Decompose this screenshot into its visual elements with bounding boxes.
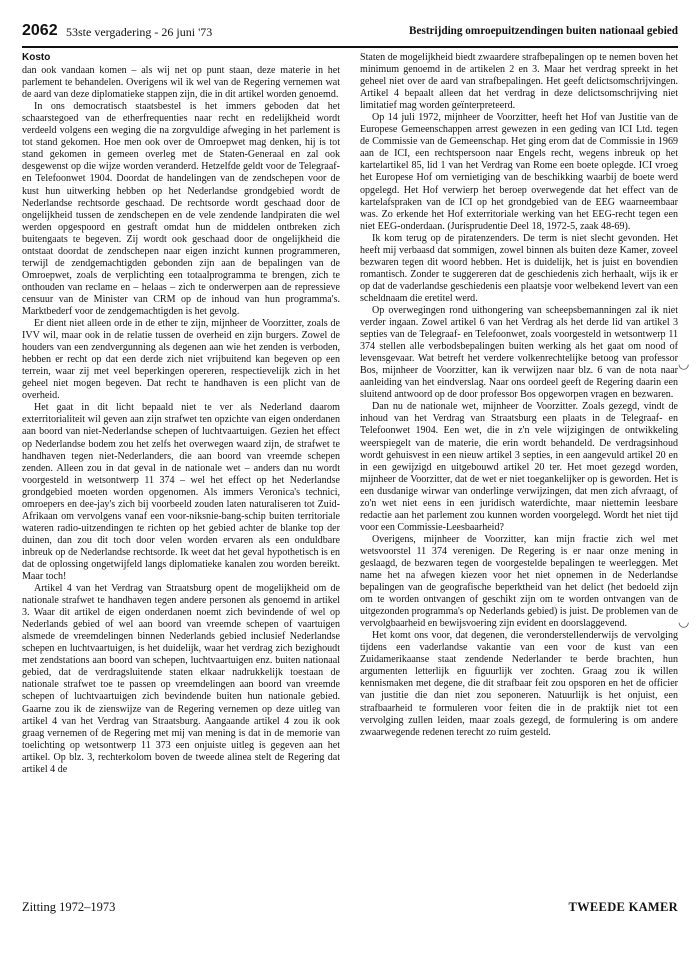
chamber-name: TWEEDE KAMER xyxy=(568,900,678,914)
paragraph: Artikel 4 van het Verdrag van Straatsburg opent de mogelijkheid om de nationale strafwet te handhaven tegen andere personen als genoemd in artikel 3. Waar dit artikel de eigen onderdanen noemt zich bevindende of wel op Nederlands gebied of wel aan boord van vreemde schepen of vaartuigen alsmede de vreemdelingen binnen Nederlands gebied inclusief Nederlandse schepen en luchtvaartuigen, is het duidelijk, waar het verdrag zich bezighoudt met zendstations aan boord van schepen, luchtvaartuigen enz. buiten nationaal gebied, dat de verdragsluitende staten elkaar nadrukkelijk toestaan de nationale strafwet toe te passen op vreemdelingen aan boord van vreemde schepen of luchtvaartuigen zich bevindende buiten hun nationale gebied. Gaarne zou ik de zienswijze van de Regering vernemen op deze uitleg van artikel 4 van het Verdrag van Straatsburg. Aangaande artikel 4 zou ik ook graag vernemen of de Regering met mij van mening is dat in de memorie van toelichting op wetsontwerp 11 373 een onjuiste uitleg is gegeven aan het artikel. Op blz. 3, rechterkolom boven de tweede alinea stelt de Regering dat artikel 4 de xyxy=(22,583,340,775)
body-columns xyxy=(22,52,678,892)
running-title: Bestrijding omroepuitzendingen buiten nationaal gebied xyxy=(409,25,678,37)
paragraph: Er dient niet alleen orde in de ether te zijn, mijnheer de Voorzitter, zoals de IVV wil, maar ook in de relatie tussen de overheid en zijn burgers. Zowel de houders van een zendvergunning als degenen aan wie het zenden is verboden, hebben er recht op dat een derde zich niet vrijbuitend kan begeven op een terrein, waar zij met veel beperkingen opereren, respectievelijk zich in het geheel niet mogen begeven. Dat recht te handhaven is een plicht van de overheid. xyxy=(22,318,340,402)
page-number: 2062 xyxy=(22,22,58,39)
paragraph: In ons democratisch staatsbestel is het immers geboden dat het schaarstegoed van de etherfrequenties naar recht en redelijkheid wordt verdeeld volgens een weging die na zorgvuldige afweging in het parlement is tot stand gekomen. Hoe men ook over de Omroepwet mag denken, hij is tot stand gekomen in gemeen overleg met de Staten-Generaal en zal ook desgewenst op die wijze worden veranderd. Hetzelfde geldt voor de Telegraaf- en Telefoonwet 1904. Doordat de handelingen van de zendschepen voor de kust hun uitwerking hebben op het Nederlandse grondgebied wordt de Nederlandse rechtsorde geschaad. De rechtsorde wordt geschaad door de ongelijkheid tussen de zendschepen en de vele zendende landpiraten die wel werden opgespoord en gestraft omdat hun de middelen ontbreken zich buitengaats te begeven. Zij wordt ook geschaad door de ongelijkheid die ontstaat doordat de zendschepen naar eigen inzicht kunnen programmeren, terwijl de zendgemachtigden gebonden zijn aan de bepalingen van de Omroepwet, zoals de verplichting een totaalprogramma te brengen, zich te onthouden van reclame en – helaas – zich te onderwerpen aan de repressieve censuur van de Minister van CRM op de inhoud van hun programma's. Marktbederf voor de zendgemachtigden is het gevolg. xyxy=(22,101,340,317)
paragraph: Dan nu de nationale wet, mijnheer de Voorzitter. Zoals gezegd, vindt de inhoud van het Verdrag van Straatsburg een plaats in de Telegraaf- en Telefoonwet 1904. Een wet, die in z'n vele wijzigingen de ontwikkeling weerspiegelt van de materie, die erin wordt behandeld. De verdragsinhoud wordt gehuisvest in een nieuw artikel 3 septies, in een aangevuld artikel 20 en in een gewijzigd en uitgebouwd artikel 20 ter. Het moet gezegd worden, mijnheer de Voorzitter, dat de wet er niet toegankelijker op is geworden. Het is een dusdanige wirwar van onderlinge verwijzingen, dat men zich afvraagt, of zo'n wet niet eens in een juridisch waterdichte, maar niettemin leesbare redactie aan het parlement zou kunnen worden voorgelegd. Wordt het niet tijd voor een Commissie-Leesbaarheid? xyxy=(360,401,678,533)
speaker-name: Kosto xyxy=(22,52,51,63)
paragraph: Het gaat in dit licht bepaald niet te ver als Nederland daarom exterritorialiteit wil geven aan zijn strafwet ten opzichte van eigen onderdanen aan boord van niet-Nederlandse schepen of luchtvaartuigen. Gezien het effect op Nederlandse bodem zou het zelfs het overwegen waard zijn, de strafwet te handhaven tegen niet-Nederlanders, die aan boord van vreemde schepen zenden. Alleen zou in dat geval in de nationale wet – anders dan nu wordt voorgesteld in wetsontwerp 11 374 – wel het effect op het Nederlandse grondgebied moeten worden opgenomen. Als immers Veronica's technici, omroepers en dee-jay's zich bij voorbeeld zouden laten naturaliseren tot Zuid-Afrikaan om vervolgens vanaf een voor-niksnie-bang-schip buiten territoriale wateren radio-uitzendingen te richten op het gebied achter de blanke top der duinen, dan zou dit toch door velen worden ervaren als een onduldbare inbreuk op de Nederlandse rechtsorde. Ik weet dat het geval hypothetisch is en dat de oplossing ongetwijfeld langs diplomatieke kanalen zou worden bereikt. Maar toch! xyxy=(22,402,340,583)
right-column xyxy=(360,52,678,739)
margin-tick-mark: ◡ xyxy=(678,356,690,371)
paragraph: Het komt ons voor, dat degenen, die veronderstellenderwijs de vervolging tijdens een vaderlandse vakantie van een voor de kust van een Zuidamerikaanse staat zendende Nederlander te berde brachten, hun argumenten letterlijk en figuurlijk ver zochten. Graag zou ik willen kennismaken met degene, die dit strafbaar feit zou opsporen en het de officier van justitie die dan niet zou seponeren. Natuurlijk is het onjuist, een strafbaarheid te formuleren voor feiten die in de praktijk niet tot een vervolging zullen leiden, maar zoals gezegd, de formulering is om andere zwaarwegende redenen terecht zo ruim gesteld. xyxy=(360,630,678,738)
header-rule xyxy=(22,46,678,48)
page-header xyxy=(22,22,678,44)
session-year: Zitting 1972–1973 xyxy=(22,900,116,914)
paragraph: Op overwegingen rond uithongering van scheepsbemanningen zal ik niet verder ingaan. Zowel artikel 6 van het Verdrag als het derde lid van artikel 3 septies van de Telegraaf- en Telefoonwet, zoals voorgesteld in wetsontwerp 11 374 stellen alle verbodsbepalingen buiten werking als het gaat om nood of levensgevaar. Wat betreft het verdere volkenrechtelijke betoog van professor Bos, mijnheer de Voorzitter, kan ik verwijzen naar blz. 6 van de nota naar aanleiding van het eindverslag. Naar ons oordeel geeft de Regering daarin een sluitend antwoord op de door professor Bos opgeworpen vragen en bezwaren. xyxy=(360,304,678,401)
page-footer xyxy=(22,900,678,920)
paragraph: Ik kom terug op de piratenzenders. De term is niet slecht gevonden. Het heeft mij verbaasd dat sommigen, zowel binnen als buiten deze Kamer, zoveel bezwaren tegen dit woord hebben. Het is duidelijk, het is juist en bovendien romantisch. Zonder te suggereren dat de geschiedenis zich herhaalt, wijs ik er op dat de vaderlandse geschiedenis een plaatsje voor welbekend levert van een scheldnaam die eretitel werd. xyxy=(360,232,678,304)
paragraph: Overigens, mijnheer de Voorzitter, kan mijn fractie zich wel met wetsvoorstel 11 374 verenigen. De Regering is er naar onze mening in geslaagd, de bezwaren tegen de voorgestelde bepalingen te weerleggen. Met name het na afwegen kiezen voor het niet opnemen in de Nederlandse bepalingen van de geografische beperktheid van het delict (het bedoeld zijn om te worden ontvangen of geschikt zijn om te worden ontvangen van de uitgezonden programma's op Nederlands gebied) is juist. De problemen van de vervolgbaarheid en bewijsvoering zijn evident en doorslaggevend. xyxy=(360,533,678,630)
paragraph: Staten de mogelijkheid biedt zwaardere strafbepalingen op te nemen boven het minimum genoemd in de artikelen 2 en 3. Maar het verdrag spreekt in het geheel niet over de aard van strafbepalingen. Het geeft delictsomschrijvingen. Artikel 4 bepaalt alleen dat het verdrag in deze delictsomschrijving niet limitatief mag worden geïnterpreteerd. xyxy=(360,52,678,112)
left-column xyxy=(22,52,340,776)
paragraph: Op 14 juli 1972, mijnheer de Voorzitter, heeft het Hof van Justitie van de Europese Gemeenschappen arrest gewezen in een geding van ICI Ltd. tegen de Commissie van de Gemeenschap. Het ging erom dat de Commissie in 1969 aan de ICI, een rechtspersoon naar Engels recht, wegens inbreuk op het kartelartikel 85, lid 1 van het Verdrag van Rome een boete oplegde. ICI vroeg het Europese Hof om vernietiging van de beschikking waarbij de boete werd opgelegd. Het Hof verwierp het beroep overwegende dat het effect van de kartelafspraken van de ICI op het grondgebied van de EEG waarneembaar was. Zo erkende het Hof exterritoriale werking van het EEG-recht tegen een niet EEG-onderdaan. (Jurisprudentie Deel 18, 1972-5, zaak 48-69). xyxy=(360,112,678,232)
paragraph: dan ook vandaan komen – als wij net op punt staan, deze materie in het parlement te behandelen. Overigens wil ik wel van de Regering vernemen wat de aard van deze diplomatieke stappen zijn, die in dit artikel worden genoemd. xyxy=(22,65,340,101)
session-info: 53ste vergadering - 26 juni '73 xyxy=(66,25,213,39)
margin-tick-mark: ◡ xyxy=(678,614,690,629)
